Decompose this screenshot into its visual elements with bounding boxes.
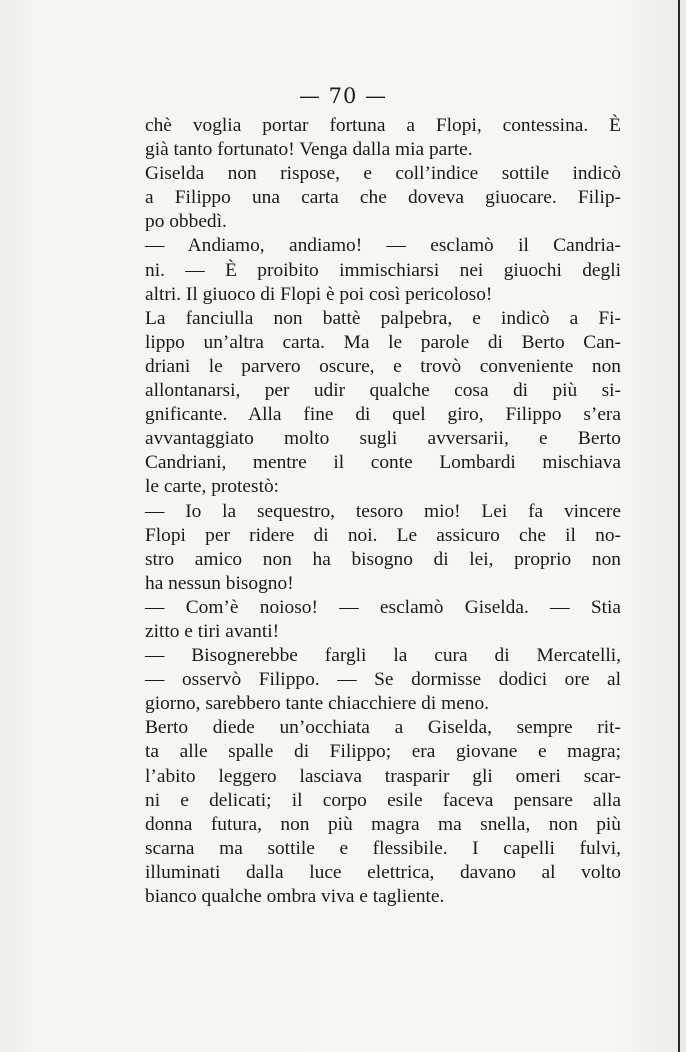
text-line: Candriani, mentre il conte Lombardi mischiava	[145, 452, 621, 474]
text-line: ni. — È proibito immischiarsi nei giuochi degli	[145, 259, 621, 281]
text-line: — Com’è noioso! — esclamò Giselda. — Stia	[145, 596, 621, 618]
text-line: Berto diede un’occhiata a Giselda, sempre rit-	[145, 717, 621, 739]
text-line: allontanarsi, per udir qualche cosa di più si-	[145, 380, 621, 402]
text-line: scarna ma sottile e flessibile. I capelli fulvi,	[145, 837, 621, 859]
text-line: chè voglia portar fortuna a Flopi, contessina. È	[145, 115, 621, 136]
text-line: — osservò Filippo. — Se dormisse dodici ore al	[145, 669, 621, 691]
page-number: — 70 —	[298, 84, 388, 108]
text-line: stro amico non ha bisogno di lei, proprio non	[145, 548, 621, 570]
text-line: Giselda non rispose, e coll’indice sottile indicò	[145, 163, 621, 185]
text-line: le carte, protestò:	[145, 476, 280, 498]
text-line: ha nessun bisogno!	[145, 572, 294, 594]
text-line: driani le parvero oscure, e trovò conveniente non	[145, 355, 621, 377]
text-line: ta alle spalle di Filippo; era giovane e magra;	[145, 741, 621, 763]
text-line: l’abito leggero lasciava trasparir gli omeri scar-	[145, 765, 621, 787]
text-line: bianco qualche ombra viva e tagliente.	[145, 886, 445, 907]
text-line: già tanto fortunato! Venga dalla mia parte.	[145, 139, 473, 161]
text-line: zitto e tiri avanti!	[145, 620, 280, 642]
text-line: — Io la sequestro, tesoro mio! Lei fa vincere	[145, 500, 621, 522]
text-line: po obbedì.	[145, 211, 227, 233]
text-line: illuminati dalla luce elettrica, davano al volto	[145, 861, 621, 883]
text-line: lippo un’altra carta. Ma le parole di Berto Can-	[145, 331, 621, 353]
text-line: — Bisognerebbe fargli la cura di Mercatelli,	[145, 645, 621, 667]
text-line: avvantaggiato molto sugli avversarii, e Berto	[145, 428, 621, 450]
text-line: La fanciulla non battè palpebra, e indicò a Fi-	[145, 307, 621, 329]
body-text	[145, 114, 621, 909]
text-line: altri. Il giuoco di Flopi è poi così pericoloso!	[145, 283, 493, 305]
text-line: a Filippo una carta che doveva giuocare. Filip-	[145, 187, 621, 209]
text-line: ni e delicati; il corpo esile faceva pensare alla	[145, 789, 621, 811]
text-line: giorno, sarebbero tante chiacchiere di meno.	[145, 693, 490, 715]
text-line: — Andiamo, andiamo! — esclamò il Candria-	[145, 235, 621, 257]
text-line: gnificante. Alla fine di quel giro, Filippo s’era	[145, 404, 621, 426]
text-line: Flopi per ridere di noi. Le assicuro che il no-	[145, 524, 621, 546]
page-edge	[678, 0, 680, 1052]
text-line: donna futura, non più magra ma snella, non più	[145, 813, 621, 835]
